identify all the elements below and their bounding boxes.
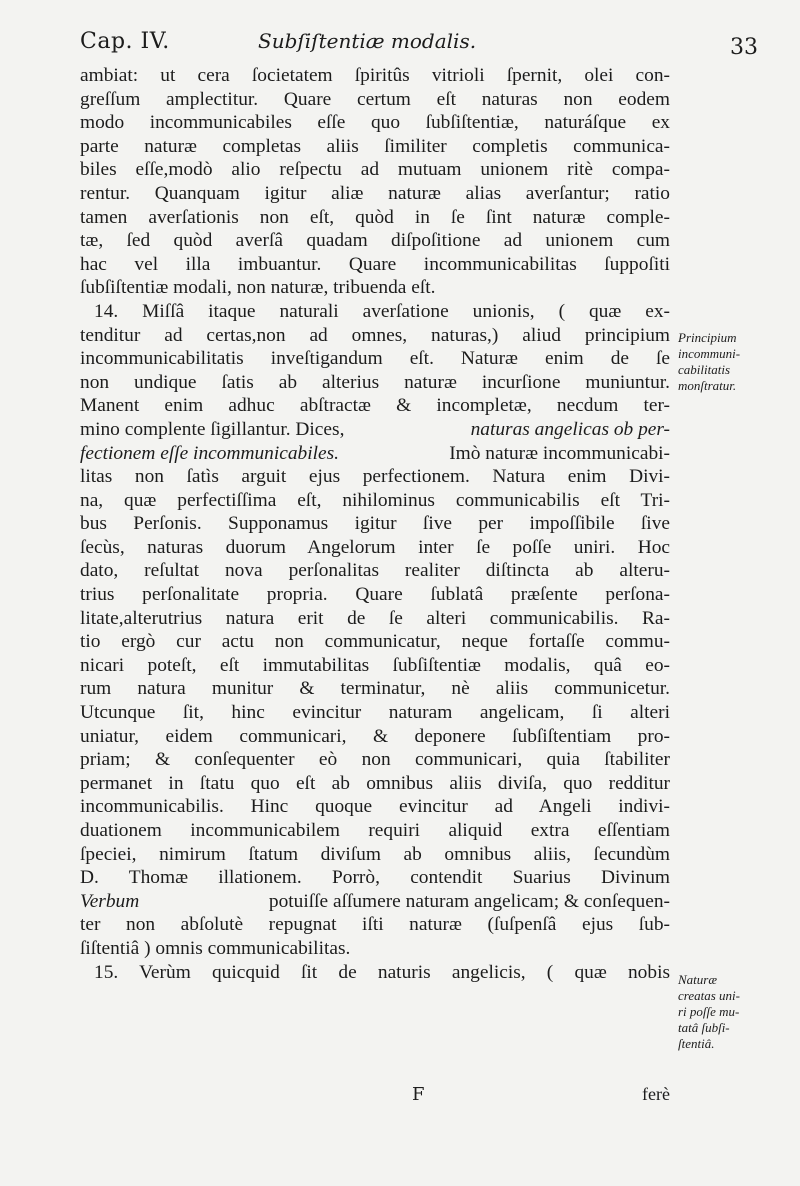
- signature-mark: F: [412, 1084, 425, 1105]
- text-line: tio ergò cur actu non communicatur, neque fortaſſe commu-: [80, 631, 670, 653]
- margin-note-line: Naturæ: [678, 972, 718, 987]
- text-line: ambiat: ut cera ſocietatem ſpiritûs vitrioli ſpernit, olei con-: [80, 65, 670, 86]
- margin-note-principium: [678, 330, 788, 394]
- text-line: hac vel illa imbuantur. Quare incommunicabilitas ſuppoſiti: [80, 253, 670, 275]
- text-line: litas non ſatìs arguit ejus perfectionem. Natura enim Divi-: [80, 466, 670, 488]
- margin-note-line: Principium: [678, 330, 737, 345]
- text-line: tæ, ſed quòd averſâ quadam diſpoſitione ad unionem cum: [80, 230, 670, 252]
- text-line: na, quæ perfectiſſima eſt, nihilominus communicabilis eſt Tri-: [80, 489, 670, 511]
- margin-note-line: ſtentiâ.: [678, 1036, 715, 1051]
- catchword: ferè: [642, 1084, 670, 1104]
- text-line: Utcunque ſit, hinc evincitur naturam angelicam, ſi alteri: [80, 702, 670, 724]
- text-line: bus Perſonis. Supponamus igitur ſive per impoſſibile ſive: [80, 513, 670, 535]
- margin-note-line: creatas uni-: [678, 988, 740, 1003]
- chapter-label: Cap. IV.: [80, 29, 170, 54]
- text-line: D. Thomæ illationem. Porrò, contendit Suarius Divinum: [80, 867, 670, 889]
- text-segment: mino complente ſigillantur. Dices,: [80, 418, 345, 440]
- text-line: litate,alterutrius natura erit de ſe alteri communicabilis. Ra-: [80, 607, 670, 629]
- text-line: nicari poteſt, eſt immutabilitas ſubſiſtentiæ modalis, quâ eo-: [80, 654, 670, 676]
- text-line: [80, 418, 670, 442]
- text-line: permanet in ſtatu quo eſt ab omnibus aliis diviſa, quo redditur: [80, 772, 670, 794]
- text-line: duationem incommunicabilem requiri aliquid extra eſſentiam: [80, 820, 670, 841]
- text-line: biles eſſe,modò alio reſpectu ad mutuam unionem ritè compa-: [80, 159, 670, 181]
- text-line: tenditur ad certas,non ad omnes, naturas,) aliud principium: [80, 324, 670, 346]
- text-line: ſiſtentiâ ) omnis communicabilitas.: [80, 937, 351, 959]
- text-line: Manent enim adhuc abſtractæ & incompletæ, necdum ter-: [80, 395, 670, 417]
- text-line: dato, reſultat nova perſonalitas realiter diſtincta ab alteru-: [80, 560, 670, 582]
- text-line: trius perſonalitate propria. Quare ſublatâ præſente perſona-: [80, 584, 670, 606]
- text-line: [80, 890, 670, 914]
- text-line: uniatur, eidem communicari, & deponere ſubſiſtentiam pro-: [80, 725, 670, 747]
- text-line: tamen averſationis non eſt, quòd in ſe ſint naturæ comple-: [80, 206, 670, 228]
- text-line: greſſum amplectitur. Quare certum eſt naturas non eodem: [80, 88, 670, 110]
- text-segment: Imò naturæ incommunicabi-: [449, 442, 670, 464]
- text-segment-italic: fectionem eſſe incommunicabiles.: [80, 442, 339, 464]
- page-footer: [80, 1084, 670, 1110]
- text-line: ſpeciei, nimirum ſtatum diviſum ab omnibus aliis, ſecundùm: [80, 843, 670, 865]
- text-segment-italic: naturas angelicas ob per-: [470, 418, 670, 440]
- margin-note-line: monſtratur.: [678, 378, 737, 393]
- margin-note-naturae: [678, 972, 788, 1052]
- running-title: Subſiſtentiæ modalis.: [258, 29, 477, 53]
- margin-note-line: ri poſſe mu-: [678, 1004, 740, 1019]
- text-line: rum natura munitur & terminatur, nè aliis communicetur.: [80, 678, 670, 700]
- margin-note-line: tatâ ſubſi-: [678, 1020, 730, 1035]
- text-line: [80, 442, 670, 466]
- text-line: parte naturæ completas aliis ſimiliter completis communica-: [80, 135, 670, 157]
- text-line: ſecùs, naturas duorum Angelorum inter ſe poſſe uniri. Hoc: [80, 536, 670, 558]
- text-line: ter non abſolutè repugnat iſti naturæ (ſuſpenſâ ejus ſub-: [80, 914, 670, 936]
- margin-note-line: cabilitatis: [678, 362, 730, 377]
- margin-note-line: incommuni-: [678, 346, 741, 361]
- text-line: rentur. Quanquam igitur aliæ naturæ alias averſantur; ratio: [80, 182, 670, 204]
- text-line: ſubſiſtentiæ modali, non naturæ, tribuenda eſt.: [80, 277, 436, 299]
- text-segment: potuiſſe aſſumere naturam angelicam; & conſequen-: [268, 890, 670, 912]
- page-header: [80, 25, 758, 65]
- text-line: 15. Verùm quicquid ſit de naturis angelicis, ( quæ nobis: [94, 961, 670, 983]
- text-line: priam; & conſequenter eò non communicari, quia ſtabiliter: [80, 749, 670, 771]
- text-line: non undique ſatis ab alterius naturæ incurſione muniuntur.: [80, 371, 670, 393]
- page-number: 33: [730, 35, 758, 60]
- text-line: incommunicabilis. Hinc quoque evincitur ad Angeli indivi-: [80, 796, 670, 818]
- text-line: modo incommunicabiles eſſe quo ſubſiſtentiæ, naturáſque ex: [80, 112, 670, 134]
- text-segment-italic: Verbum: [80, 890, 140, 912]
- body-text: [80, 64, 670, 984]
- text-line: 14. Miſſâ itaque naturali averſatione unionis, ( quæ ex-: [94, 300, 670, 322]
- text-line: incommunicabilitatis inveſtigandum eſt. Naturæ enim de ſe: [80, 348, 670, 370]
